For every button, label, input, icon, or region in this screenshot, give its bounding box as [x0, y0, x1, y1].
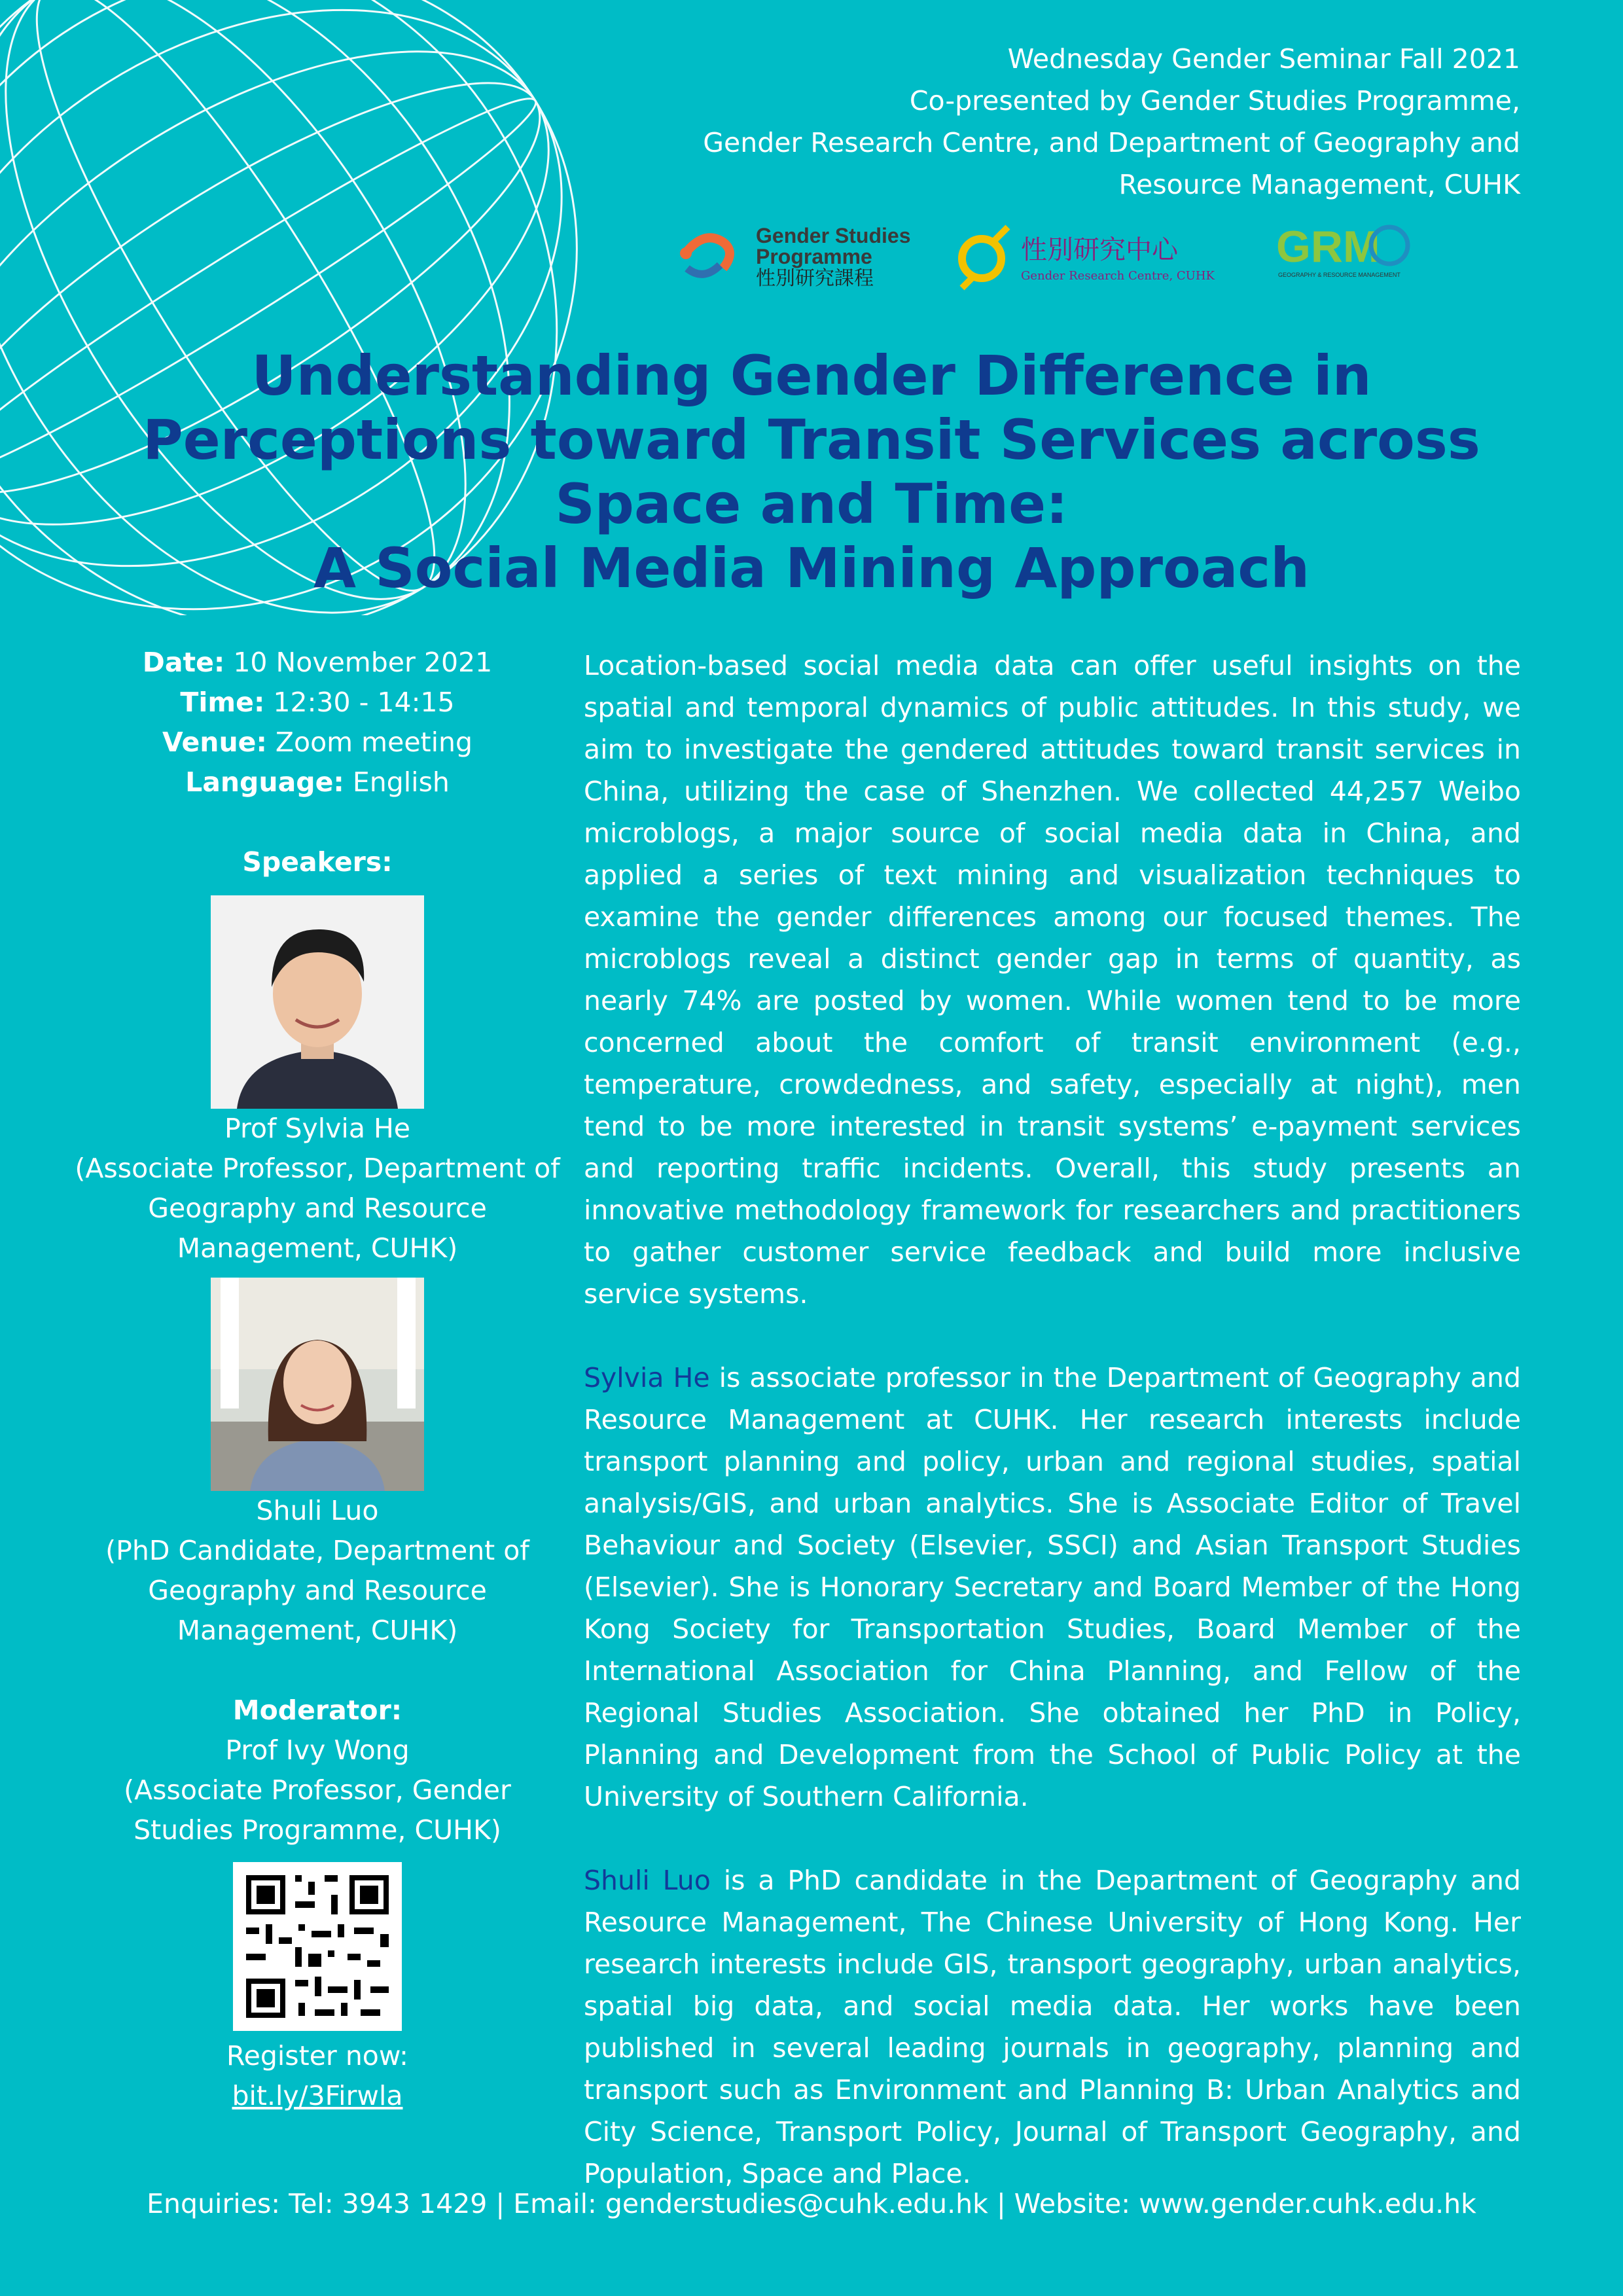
speaker-name: Shuli Luo: [256, 1495, 379, 1526]
title-line: Perceptions toward Transit Services across: [143, 408, 1480, 472]
speaker-role: (Associate Professor, Department of: [75, 1153, 560, 1184]
seminar-title: [98, 344, 1525, 600]
speaker-name: Prof Sylvia He: [224, 1113, 411, 1144]
moderator-name: Prof Ivy Wong: [225, 1734, 410, 1766]
grm-logo-sub: GEOGRAPHY & RESOURCE MANAGEMENT: [1278, 272, 1400, 278]
header-line: Gender Research Centre, and Department of Geography and: [703, 127, 1520, 158]
speaker-role: Geography and Resource: [148, 1575, 487, 1606]
date-value: 10 November 2021: [233, 647, 493, 678]
gsp-logo-line3: 性別研究課程: [756, 267, 874, 290]
gsp-logo-line1: Gender Studies: [756, 224, 911, 247]
language-value: English: [352, 766, 450, 798]
event-language: [72, 762, 563, 802]
speaker-photo-sylvia-he: [211, 895, 424, 1109]
abstract-paragraph: Location-based social media data can offer useful insights on the spatial and temporal dynamics of public attitudes. In this study, we aim to investigate the gendered attitudes toward transit services in China, utilizing the case of Shenzhen. We collected 44,257 Weibo microblogs, a major source of social media data in China, and applied a series of text mining and visualization techniques to examine the gender differences among our focused themes. The microblogs reveal a distinct gender gap in terms of quantity, as nearly 74% are posted by women. While women tend to be more concerned about the comfort of transit environment (e.g., temperature, crowdedness, and safety, especially at night), men tend to be more interested in transit systems’ e-payment services and reporting traffic incidents. Overall, this study presents an innovative methodology framework for researchers and practitioners to gather customer service feedback and build more inclusive service systems.: [584, 650, 1521, 1310]
bio-name: Shuli Luo: [584, 1865, 711, 1896]
event-date: [72, 643, 563, 683]
title-line: Space and Time:: [555, 472, 1068, 536]
bio-name: Sylvia He: [584, 1362, 710, 1393]
title-line: A Social Media Mining Approach: [313, 536, 1310, 600]
logo-row: [674, 219, 1525, 291]
gsp-logo-line2: Programme: [756, 245, 872, 268]
language-label: Language:: [185, 766, 344, 798]
venue-label: Venue:: [162, 726, 267, 758]
register-link[interactable]: bit.ly/3Firwla: [232, 2080, 403, 2111]
moderator-heading: Moderator:: [232, 1695, 402, 1726]
grc-logo-line2: Gender Research Centre, CUHK: [1021, 269, 1215, 283]
registration-qr-code[interactable]: [233, 1862, 402, 2031]
register-label: Register now:: [226, 2040, 408, 2072]
gender-studies-programme-logo: [674, 219, 923, 291]
bio-shuli-luo: [584, 1859, 1521, 2195]
speaker-role: (PhD Candidate, Department of: [105, 1535, 529, 1566]
title-line: Understanding Gender Difference in: [251, 344, 1372, 408]
seminar-header: [604, 38, 1520, 206]
grc-logo-line1: 性別研究中心: [1021, 235, 1178, 265]
moderator-role: (Associate Professor, Gender: [124, 1774, 511, 1806]
header-line: Wednesday Gender Seminar Fall 2021: [1007, 43, 1520, 75]
bio-text: is a PhD candidate in the Department of Geography and Resource Management, The Chinese University of Hong Kong. Her research interests include GIS, transport geography, urban analytics, spatial big data, and social media data. Her works have been published in several leading journals in geography, planning and transport such as Environment and Planning B: Urban Analytics and City Science, Transport Policy, Journal of Transport Geography, and Population, Space and Place.: [584, 1865, 1521, 2189]
speaker-role: Management, CUHK): [177, 1615, 458, 1646]
speakers-heading: Speakers:: [242, 846, 393, 878]
time-label: Time:: [180, 687, 265, 718]
event-venue: [72, 723, 563, 762]
event-time: [72, 683, 563, 723]
venue-value: Zoom meeting: [275, 726, 473, 758]
bio-text: is associate professor in the Department of Geography and Resource Management at CUHK. Her research interests include transport planning and policy, urban and regional studies, spatial analysis/GIS, and urban analytics. She is Associate Editor of Travel Behaviour and Society (Elsevier, SSCI) and Asian Transport Studies (Elsevier). She is Honorary Secretary and Board Member of the Hong Kong Society for Transportation Studies, Board Member of the International Association for China Planning, and Fellow of the Regional Studies Association. She obtained her PhD in Policy, Planning and Development from the School of Public Policy at the University of Southern California.: [584, 1362, 1521, 1812]
speaker-role: Geography and Resource: [148, 1193, 487, 1224]
enquiries-footer: Enquiries: Tel: 3943 1429 | Email: genderstudies@cuhk.edu.hk | Website: www.gender.cuhk.edu.hk: [147, 2188, 1476, 2219]
time-value: 12:30 - 14:15: [273, 687, 455, 718]
event-sidebar: [72, 643, 563, 2116]
seminar-description: [584, 645, 1521, 2236]
header-line: Resource Management, CUHK: [1118, 169, 1520, 200]
speaker-role: Management, CUHK): [177, 1232, 458, 1264]
bio-sylvia-he: [584, 1357, 1521, 1818]
grm-logo: [1273, 219, 1410, 291]
gender-research-centre-logo: [952, 219, 1253, 291]
header-line: Co-presented by Gender Studies Programme,: [909, 85, 1520, 117]
grm-logo-mark: GRM: [1276, 222, 1380, 272]
moderator-role: Studies Programme, CUHK): [134, 1814, 501, 1846]
speaker-photo-shuli-luo: [211, 1278, 424, 1491]
date-label: Date:: [142, 647, 225, 678]
